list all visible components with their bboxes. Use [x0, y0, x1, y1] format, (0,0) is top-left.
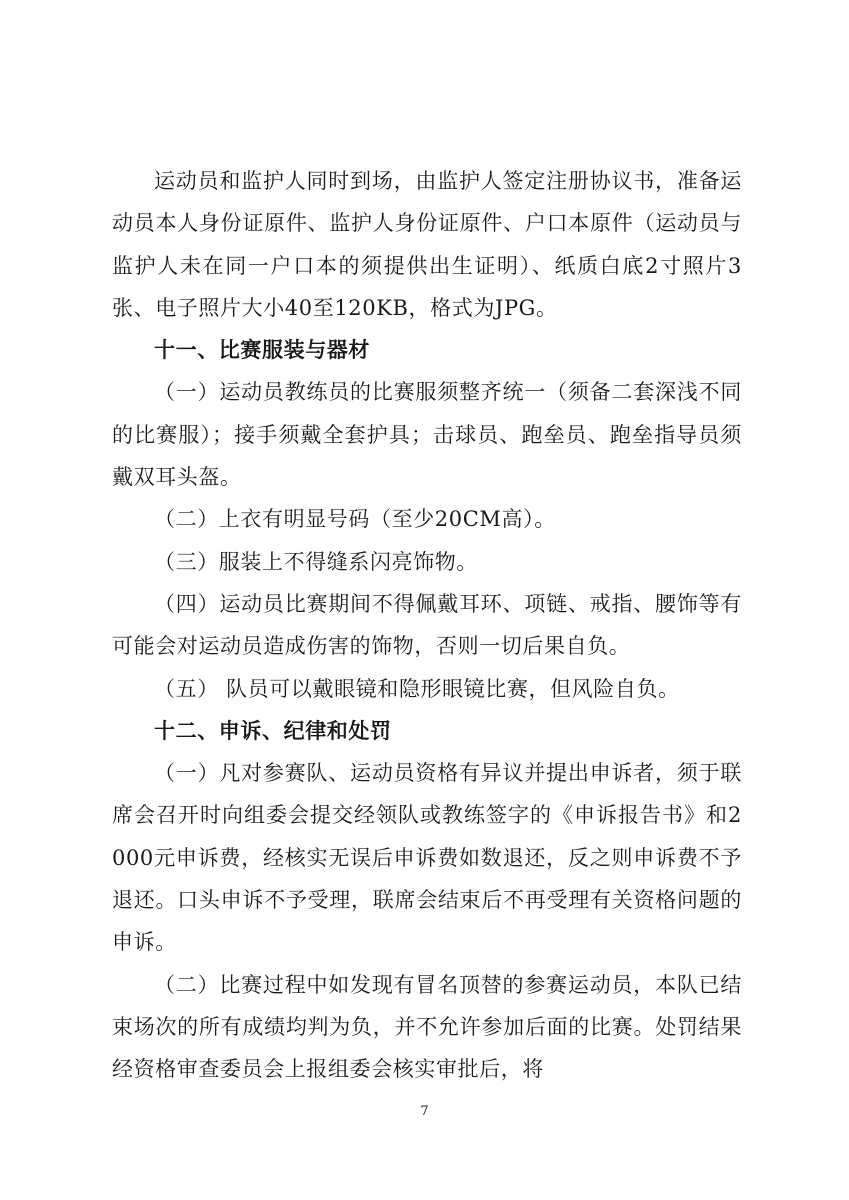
section-heading-12: 十二、申诉、纪律和处罚 [154, 718, 392, 743]
page-number: 7 [420, 1104, 429, 1119]
paragraph-uniform-3: （三）服装上不得缝系闪亮饰物。 [154, 549, 478, 574]
paragraph-uniform-4: （四）运动员比赛期间不得佩戴耳环、项链、戒指、腰饰等有可能会对运动员造成伤害的饰物，否则一切后果自负。 [112, 591, 742, 659]
document-body [112, 160, 742, 1091]
paragraph-uniform-5: （五） 队员可以戴眼镜和隐形眼镜比赛，但风险自负。 [154, 676, 680, 701]
paragraph-uniform-1: （一）运动员教练员的比赛服须整齐统一（须备二套深浅不同的比赛服）；接手须戴全套护具；击球员、跑垒员、跑垒指导员须戴双耳头盔。 [112, 380, 742, 490]
paragraph-appeal-2: （二）比赛过程中如发现有冒名顶替的参赛运动员，本队已结束场次的所有成绩均判为负，并不允许参加后面的比赛。处罚结果经资格审查委员会上报组委会核实审批后，将 [112, 972, 742, 1082]
section-heading-11: 十一、比赛服装与器材 [154, 338, 370, 363]
paragraph-appeal-1: （一）凡对参赛队、运动员资格有异议并提出申诉者，须于联席会召开时向组委会提交经领队或教练签字的《申诉报告书》和2000元申诉费，经核实无误后申诉费如数退还，反之则申诉费不予退还。口头申诉不予受理，联席会结束后不再受理有关资格问题的申诉。 [112, 761, 742, 955]
paragraph-registration: 运动员和监护人同时到场，由监护人签定注册协议书，准备运动员本人身份证原件、监护人身份证原件、户口本原件（运动员与监护人未在同一户口本的须提供出生证明）、纸质白底2寸照片3张、电子照片大小40至120KB，格式为JPG。 [112, 169, 742, 320]
paragraph-uniform-2: （二）上衣有明显号码（至少20CM高）。 [154, 507, 556, 532]
